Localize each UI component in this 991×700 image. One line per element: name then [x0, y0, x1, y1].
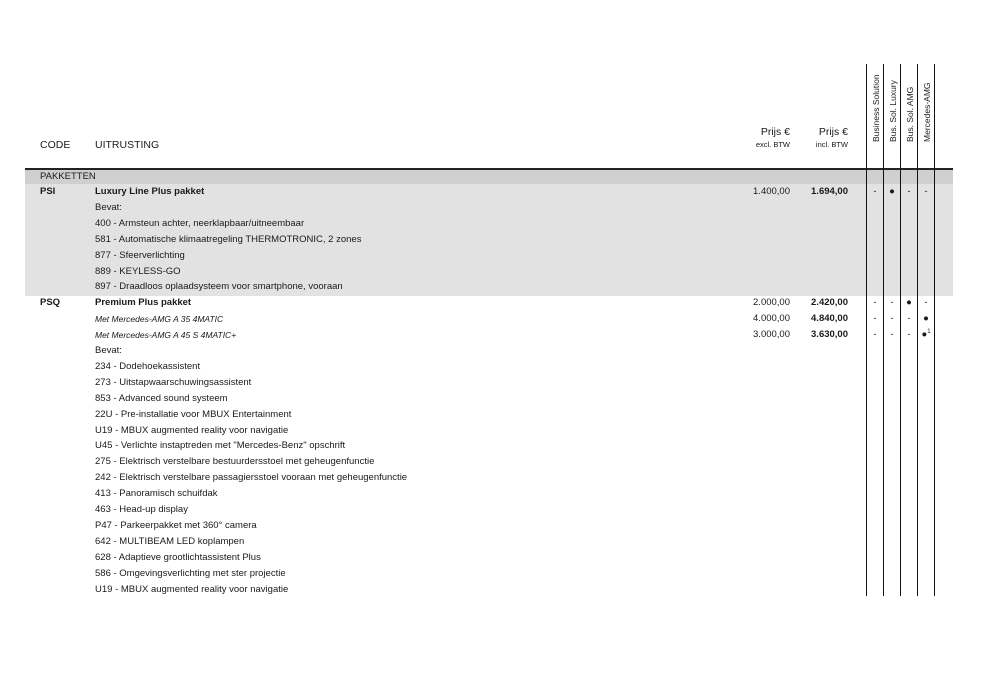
row-description: 877 - Sfeerverlichting	[95, 249, 185, 261]
row-description: 275 - Elektrisch verstelbare bestuurdersstoel met geheugenfunctie	[95, 456, 375, 468]
footnote-marker: 1	[927, 328, 931, 335]
price-excl: 3.000,00	[753, 329, 790, 341]
availability-mark: -	[924, 186, 928, 197]
price-excl: 1.400,00	[753, 186, 790, 197]
row-description: 642 - MULTIBEAM LED koplampen	[95, 535, 245, 547]
row-description: 581 - Automatische klimaatregeling THERMOTRONIC, 2 zones	[95, 233, 362, 245]
availability-mark: -	[890, 313, 894, 325]
row-description: Met Mercedes-AMG A 45 S 4MATIC+	[95, 330, 237, 341]
col-mercedes-amg	[919, 64, 935, 152]
price-incl-header	[778, 126, 848, 151]
availability-mark: ●	[889, 186, 895, 197]
availability-mark: -	[873, 186, 877, 197]
row-description: 463 - Head-up display	[95, 504, 188, 515]
row-description: 628 - Adaptieve grootlichtassistent Plus	[95, 551, 261, 563]
header-divider	[25, 168, 953, 170]
row-description: 889 - KEYLESS-GO	[95, 265, 181, 277]
col-label: Bus. Sol. Luxury	[888, 80, 898, 142]
price-excl-sub: excl. BTW	[755, 140, 790, 149]
availability-mark: ●	[923, 313, 929, 325]
col-bus-sol-amg	[902, 64, 918, 152]
price-incl: 2.420,00	[811, 297, 848, 309]
row-description: Premium Plus pakket	[95, 297, 192, 309]
uitrusting-header: UITRUSTING	[95, 139, 160, 151]
row-description: 22U - Pre-installatie voor MBUX Entertainment	[95, 408, 292, 420]
row-description: 413 - Panoramisch schuifdak	[95, 488, 218, 500]
row-description: 853 - Advanced sound systeem	[95, 392, 228, 404]
row-description: Luxury Line Plus pakket	[95, 186, 205, 197]
availability-mark: -	[873, 313, 877, 325]
row-description: U45 - Verlichte instaptreden met "Mercedes-Benz" opschrift	[95, 440, 346, 452]
price-incl: 3.630,00	[811, 329, 848, 341]
availability-mark: ●$^1$	[921, 328, 931, 341]
col-label: Mercedes-AMG	[922, 82, 932, 142]
col-bus-sol-luxury	[885, 64, 901, 152]
price-excl: 4.000,00	[753, 313, 790, 325]
row-description: U19 - MBUX augmented reality voor navigatie	[95, 424, 289, 436]
row-description: Bevat:	[95, 201, 122, 213]
availability-mark: -	[924, 297, 928, 309]
row-description: U19 - MBUX augmented reality voor navigatie	[95, 583, 289, 595]
availability-mark: -	[890, 297, 894, 309]
availability-mark: -	[890, 329, 894, 341]
availability-mark: -	[907, 329, 911, 341]
row-description: 242 - Elektrisch verstelbare passagiersstoel vooraan met geheugenfunctie	[95, 472, 408, 484]
availability-mark: -	[907, 186, 911, 197]
price-excl: 2.000,00	[753, 297, 790, 309]
price-incl-sub: incl. BTW	[815, 140, 848, 149]
row-description: 897 - Draadloos oplaadsysteem voor smartphone, vooraan	[95, 281, 343, 293]
price-incl: 4.840,00	[811, 313, 848, 325]
col-label: Bus. Sol. AMG	[905, 86, 915, 142]
availability-mark: -	[873, 297, 877, 309]
row-description: 234 - Dodehoekassistent	[95, 360, 201, 372]
price-excl-label: Prijs €	[760, 126, 790, 138]
row-description: 586 - Omgevingsverlichting met ster projectie	[95, 567, 286, 579]
row-code: PSQ	[40, 297, 61, 309]
row-code: PSI	[40, 186, 56, 197]
col-business-solution	[868, 64, 884, 152]
column-divider	[934, 64, 935, 596]
price-incl-label: Prijs €	[818, 126, 848, 138]
row-description: 400 - Armsteun achter, neerklapbaar/uitneembaar	[95, 217, 305, 229]
section-title: PAKKETTEN	[40, 171, 96, 182]
row-description: 273 - Uitstapwaarschuwingsassistent	[95, 376, 252, 388]
row-description: Bevat:	[95, 345, 122, 356]
row-description: P47 - Parkeerpakket met 360° camera	[95, 519, 257, 531]
availability-mark: ●	[906, 297, 912, 309]
price-incl: 1.694,00	[811, 186, 848, 197]
code-header: CODE	[40, 139, 71, 151]
row-description: Met Mercedes-AMG A 35 4MATIC	[95, 314, 224, 325]
availability-mark: -	[873, 329, 877, 341]
col-label: Business Solution	[871, 74, 881, 142]
availability-mark: -	[907, 313, 911, 325]
section-band	[25, 170, 953, 184]
